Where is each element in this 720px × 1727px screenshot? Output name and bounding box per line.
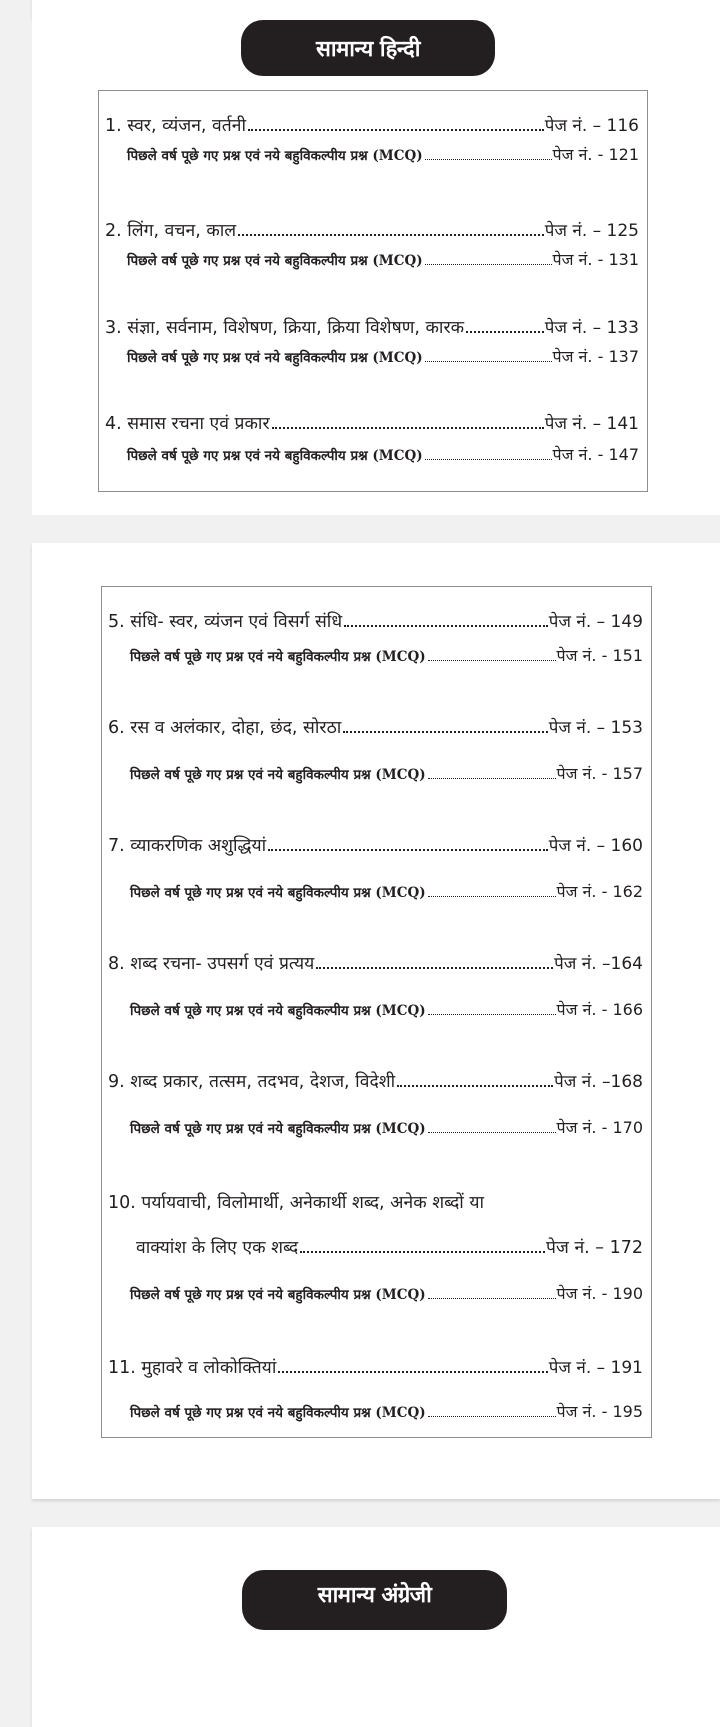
section-heading-pill [242, 1570, 507, 1630]
toc-entry-title-continued: वाक्यांश के लिए एक शब्द [136, 1238, 299, 1258]
dot-leader [316, 967, 553, 969]
toc-subentry-page: पेज नं. - 162 [556, 882, 643, 901]
toc-entry-title: 1. स्वर, व्यंजन, वर्तनी [105, 116, 246, 136]
toc-subentry-title: पिछले वर्ष पूछे गए प्रश्न एवं नये बहुविकल्पीय प्रश्न (MCQ) [127, 448, 423, 464]
dot-leader [428, 896, 556, 897]
dot-leader [248, 129, 544, 131]
toc-entry[interactable] [99, 315, 647, 339]
dot-leader [272, 427, 544, 429]
toc-entry-page: पेज नं. – 153 [548, 718, 643, 738]
toc-subentry-page: पेज नं. - 131 [552, 250, 639, 269]
toc-subentry-page: पेज नं. - 137 [552, 347, 639, 366]
dot-leader [428, 1416, 556, 1417]
dot-leader [428, 1132, 556, 1133]
dot-leader [343, 731, 547, 733]
toc-subentry-page: पेज नं. - 147 [552, 445, 639, 464]
toc-subentry[interactable] [102, 1116, 651, 1138]
toc-subentry[interactable] [102, 880, 651, 902]
section-heading: सामान्य हिन्दी [316, 37, 420, 62]
toc-entry-title: 2. लिंग, वचन, काल [105, 221, 237, 241]
section-heading: सामान्य अंग्रेजी [317, 1583, 432, 1608]
toc-entry-page: पेज नं. – 116 [544, 116, 639, 136]
toc-entry-page: पेज नं. – 149 [548, 612, 643, 632]
toc-box [98, 90, 648, 492]
toc-subentry-page: पेज नं. - 151 [556, 646, 643, 665]
dot-leader [428, 1014, 556, 1015]
toc-subentry-page: पेज नं. - 190 [556, 1284, 643, 1303]
toc-subentry[interactable] [102, 644, 651, 666]
toc-subentry-page: पेज नं. - 170 [556, 1118, 643, 1137]
toc-entry-page: पेज नं. – 191 [548, 1358, 643, 1378]
dot-leader [428, 660, 556, 661]
toc-entry[interactable] [102, 1190, 651, 1214]
toc-subentry-title: पिछले वर्ष पूछे गए प्रश्न एवं नये बहुविकल्पीय प्रश्न (MCQ) [130, 767, 426, 783]
toc-subentry-title: पिछले वर्ष पूछे गए प्रश्न एवं नये बहुविकल्पीय प्रश्न (MCQ) [130, 1003, 426, 1019]
toc-entry-page: पेज नं. –164 [554, 954, 643, 974]
toc-entry[interactable] [99, 113, 647, 137]
toc-entry-page: पेज नं. – 172 [545, 1238, 643, 1258]
toc-entry-page: पेज नं. – 125 [544, 221, 639, 241]
toc-entry-page: पेज नं. – 141 [544, 414, 639, 434]
toc-entry-title: 9. शब्द प्रकार, तत्सम, तदभव, देशज, विदेशी [108, 1072, 396, 1092]
toc-subentry[interactable] [102, 1282, 651, 1304]
dot-leader [425, 159, 552, 160]
toc-entry-title: 8. शब्द रचना- उपसर्ग एवं प्रत्यय [108, 954, 315, 974]
dot-leader [425, 459, 552, 460]
toc-subentry[interactable] [99, 345, 647, 367]
dot-leader [268, 849, 548, 851]
toc-subentry-page: पेज नं. - 166 [556, 1000, 643, 1019]
toc-subentry-title: पिछले वर्ष पूछे गए प्रश्न एवं नये बहुविकल्पीय प्रश्न (MCQ) [127, 148, 423, 164]
toc-entry-title: 3. संज्ञा, सर्वनाम, विशेषण, क्रिया, क्रिया विशेषण, कारक [105, 318, 465, 338]
toc-entry-title: 4. समास रचना एवं प्रकार [105, 414, 270, 434]
toc-subentry[interactable] [102, 1400, 651, 1422]
toc-subentry-title: पिछले वर्ष पूछे गए प्रश्न एवं नये बहुविकल्पीय प्रश्न (MCQ) [130, 885, 426, 901]
toc-entry[interactable] [99, 411, 647, 435]
toc-entry[interactable] [99, 218, 647, 242]
dot-leader [466, 331, 544, 333]
toc-entry[interactable] [102, 833, 651, 857]
toc-subentry[interactable] [102, 998, 651, 1020]
dot-leader [278, 1371, 547, 1373]
toc-subentry-title: पिछले वर्ष पूछे गए प्रश्न एवं नये बहुविकल्पीय प्रश्न (MCQ) [127, 350, 423, 366]
toc-entry-title: 6. रस व अलंकार, दोहा, छंद, सोरठा [108, 718, 342, 738]
toc-entry[interactable] [102, 609, 651, 633]
toc-subentry-title: पिछले वर्ष पूछे गए प्रश्न एवं नये बहुविकल्पीय प्रश्न (MCQ) [127, 253, 423, 269]
toc-entry[interactable] [102, 1355, 651, 1379]
document-page-3 [32, 1527, 720, 1727]
toc-entry-title: 5. संधि- स्वर, व्यंजन एवं विसर्ग संधि [108, 612, 343, 632]
toc-entry-title: 11. मुहावरे व लोकोक्तियां [108, 1358, 277, 1378]
document-page-2 [32, 543, 720, 1499]
toc-subentry[interactable] [99, 443, 647, 465]
toc-subentry-page: पेज नं. - 121 [552, 145, 639, 164]
toc-subentry-title: पिछले वर्ष पूछे गए प्रश्न एवं नये बहुविकल्पीय प्रश्न (MCQ) [130, 1121, 426, 1137]
dot-leader [238, 234, 544, 236]
toc-subentry-page: पेज नं. - 157 [556, 764, 643, 783]
toc-subentry-title: पिछले वर्ष पूछे गए प्रश्न एवं नये बहुविकल्पीय प्रश्न (MCQ) [130, 1287, 426, 1303]
document-page-1 [32, 0, 720, 515]
toc-entry-page: पेज नं. – 133 [544, 318, 639, 338]
toc-entry-page: पेज नं. – 160 [548, 836, 643, 856]
dot-leader [428, 778, 556, 779]
toc-box [101, 586, 652, 1438]
toc-entry-page: पेज नं. –168 [554, 1072, 643, 1092]
dot-leader [397, 1085, 553, 1087]
toc-entry[interactable] [102, 1069, 651, 1093]
toc-subentry-page: पेज नं. - 195 [556, 1402, 643, 1421]
section-heading-pill [241, 20, 495, 76]
toc-entry[interactable] [102, 951, 651, 975]
dot-leader [428, 1298, 556, 1299]
dot-leader [425, 264, 552, 265]
toc-subentry[interactable] [99, 248, 647, 270]
toc-subentry[interactable] [102, 762, 651, 784]
dot-leader [344, 625, 548, 627]
toc-entry-continuation[interactable] [102, 1235, 651, 1259]
toc-entry-title: 7. व्याकरणिक अशुद्धियां [108, 836, 267, 856]
toc-subentry-title: पिछले वर्ष पूछे गए प्रश्न एवं नये बहुविकल्पीय प्रश्न (MCQ) [130, 1405, 426, 1421]
toc-subentry[interactable] [99, 143, 647, 165]
toc-entry-title: 10. पर्यायवाची, विलोमार्थी, अनेकार्थी शब्द, अनेक शब्दों या [108, 1193, 485, 1213]
toc-entry[interactable] [102, 715, 651, 739]
dot-leader [300, 1251, 545, 1253]
toc-subentry-title: पिछले वर्ष पूछे गए प्रश्न एवं नये बहुविकल्पीय प्रश्न (MCQ) [130, 649, 426, 665]
dot-leader [425, 361, 552, 362]
